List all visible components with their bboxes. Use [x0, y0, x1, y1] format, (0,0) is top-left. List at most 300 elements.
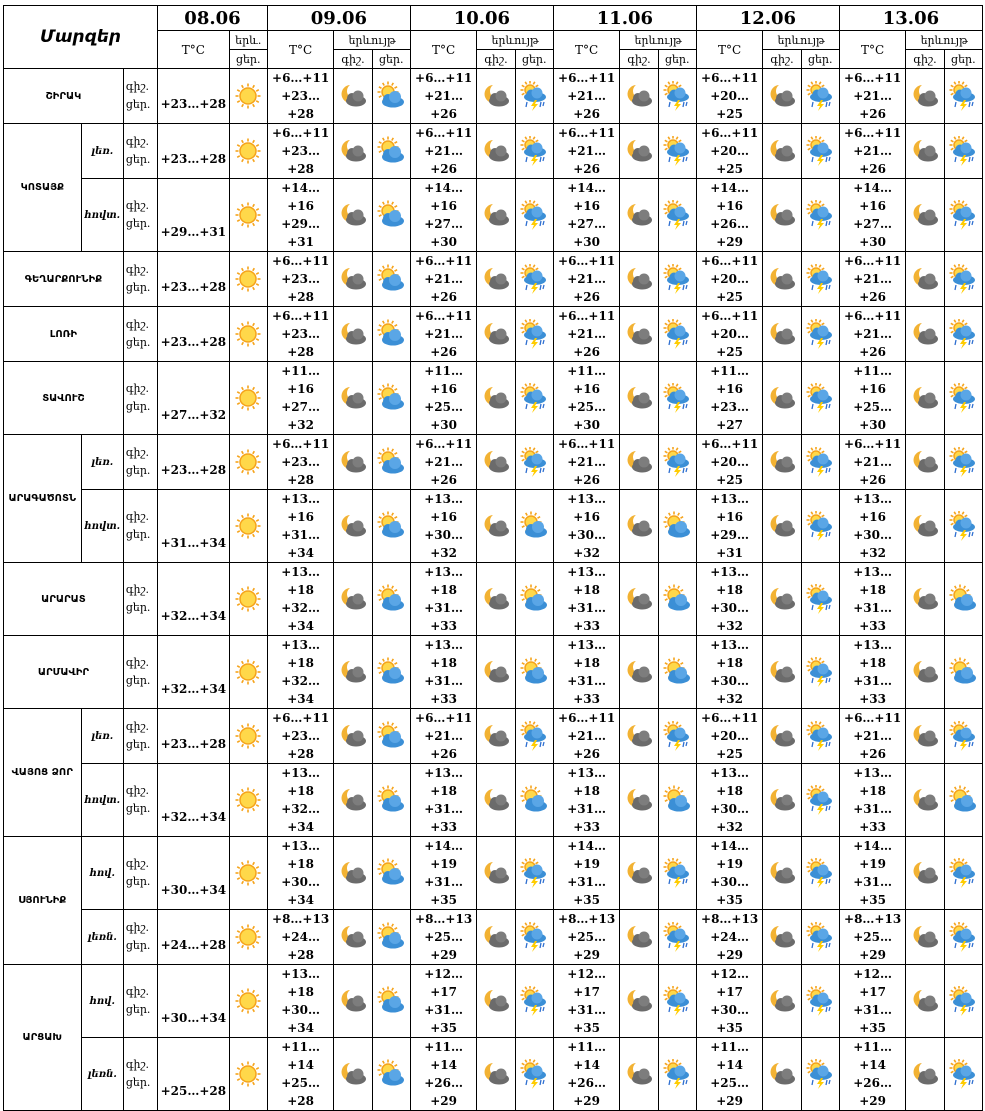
sun-cloud-icon: [519, 511, 549, 541]
sun-cloud-icon: [662, 511, 692, 541]
temp-night: +12…+17: [424, 967, 463, 999]
weather-icon-cell: [620, 563, 658, 636]
sun-icon: [233, 785, 263, 815]
temp-night: +8…+13: [415, 912, 473, 926]
weather-icon-cell: [372, 910, 410, 965]
temp-night: +12…+17: [567, 967, 606, 999]
moon-cloud-icon: [481, 447, 511, 477]
weather-icon-cell: [515, 910, 553, 965]
time-of-day: [123, 563, 157, 636]
weather-icon-cell: [334, 252, 372, 307]
moon-cloud-icon: [910, 1059, 940, 1089]
temp-night: +6…+11: [558, 437, 616, 451]
weather-icon-cell: [763, 764, 801, 837]
temp-day: +32…+34: [281, 674, 320, 706]
temp-cell: [267, 636, 333, 709]
weather-icon-cell: [801, 69, 839, 124]
weather-icon-cell: [944, 764, 982, 837]
temp-day: +31…+33: [853, 601, 892, 633]
table-cell: [334, 50, 372, 69]
storm-icon: [948, 264, 978, 294]
moon-cloud-icon: [767, 264, 797, 294]
night-header: գիշ.: [627, 52, 651, 66]
weather-icon-cell: [906, 837, 944, 910]
temp-night: +11…+16: [853, 364, 892, 396]
temp-cell: [553, 563, 619, 636]
temp-day: +21…+26: [853, 144, 892, 176]
temp-cell: [410, 764, 476, 837]
weather-icon-cell: [801, 563, 839, 636]
moon-cloud-icon: [481, 858, 511, 888]
sun-icon: [233, 721, 263, 751]
weather-icon-cell: [763, 910, 801, 965]
temp-night: +8…+13: [701, 912, 759, 926]
temp-night: +11…+16: [281, 364, 320, 396]
temp-cell: [839, 252, 905, 307]
time-of-day: [123, 636, 157, 709]
temp-day: +20…+25: [710, 455, 749, 487]
storm-icon: [805, 447, 835, 477]
moon-cloud-icon: [767, 447, 797, 477]
temp-cell: [410, 965, 476, 1038]
temp-night: +11…+14: [424, 1040, 463, 1072]
temp-day: +23…+28: [281, 455, 320, 487]
weather-icon-cell: [334, 490, 372, 563]
subregion: [81, 490, 123, 563]
sun-cloud-icon: [376, 136, 406, 166]
moon-cloud-icon: [481, 81, 511, 111]
table-cell: [410, 6, 553, 31]
weather-icon-cell: [801, 965, 839, 1038]
sun-icon: [233, 447, 263, 477]
temp-cell: [410, 435, 476, 490]
temp-cell: [553, 965, 619, 1038]
temp-day-cell: [158, 435, 230, 490]
storm-icon: [662, 319, 692, 349]
moon-cloud-icon: [481, 785, 511, 815]
storm-icon: [519, 1059, 549, 1089]
weather-icon-cell: [801, 435, 839, 490]
temp-night: +13…+16: [710, 492, 749, 524]
moon-cloud-icon: [910, 383, 940, 413]
temp-day: +30…+35: [710, 875, 749, 907]
weather-icon-cell: [334, 124, 372, 179]
temp-cell: [696, 252, 762, 307]
table-row: [4, 1038, 983, 1111]
storm-icon: [948, 1059, 978, 1089]
sun-cloud-icon: [376, 657, 406, 687]
temp-day: +24…+28: [281, 930, 320, 962]
phenomenon-header: երևույթ: [920, 33, 968, 47]
table-cell: [229, 50, 267, 69]
temp-day: +27…+32: [160, 408, 227, 422]
sun-icon: [233, 319, 263, 349]
temp-cell: [267, 1038, 333, 1111]
weather-icon-cell: [372, 837, 410, 910]
temp-day: +30…+32: [710, 674, 749, 706]
subregion: [81, 435, 123, 490]
temp-night: +11…+16: [567, 364, 606, 396]
moon-cloud-icon: [767, 858, 797, 888]
temp-day: +27…+30: [853, 217, 892, 249]
moon-cloud-icon: [767, 319, 797, 349]
temp-day-cell: [158, 362, 230, 435]
day-label: ցեր.: [125, 98, 151, 111]
weather-icon-cell: [801, 179, 839, 252]
temp-night: +6…+11: [272, 437, 330, 451]
temp-cell: [553, 307, 619, 362]
weather-icon-cell: [334, 362, 372, 435]
weather-icon-cell: [229, 764, 267, 837]
weather-icon-cell: [372, 307, 410, 362]
weather-icon-cell: [229, 307, 267, 362]
temp-night: +6…+11: [272, 711, 330, 725]
temp-cell: [267, 910, 333, 965]
table-cell: [553, 6, 696, 31]
weather-icon-cell: [372, 709, 410, 764]
moon-cloud-icon: [338, 922, 368, 952]
storm-icon: [662, 136, 692, 166]
sun-icon: [233, 1059, 263, 1089]
weather-icon-cell: [906, 69, 944, 124]
temp-night: +11…+14: [281, 1040, 320, 1072]
day-label: ցեր.: [125, 336, 151, 349]
temp-night: +12…+17: [853, 967, 892, 999]
temp-header: T°C: [181, 42, 205, 57]
weather-icon-cell: [801, 837, 839, 910]
temp-cell: [267, 563, 333, 636]
region-name-label: ԱՐԱՐԱՏ: [41, 593, 86, 605]
temp-night: +8…+13: [272, 912, 330, 926]
weather-icon-cell: [906, 1038, 944, 1111]
temp-day: +32…+34: [281, 601, 320, 633]
temp-day: +20…+25: [710, 327, 749, 359]
temp-night: +13…+18: [567, 565, 606, 597]
temp-cell: [696, 69, 762, 124]
temp-day: +31…+33: [567, 601, 606, 633]
table-row: [4, 179, 983, 252]
moon-cloud-icon: [767, 785, 797, 815]
temp-day: +20…+25: [710, 272, 749, 304]
moon-cloud-icon: [624, 1059, 654, 1089]
weather-icon-cell: [906, 179, 944, 252]
storm-icon: [948, 319, 978, 349]
temp-night: +6…+11: [415, 437, 473, 451]
temp-night: +6…+11: [415, 71, 473, 85]
time-of-day: [123, 362, 157, 435]
temp-cell: [839, 636, 905, 709]
weather-icon-cell: [763, 837, 801, 910]
temp-cell: [839, 764, 905, 837]
weather-icon-cell: [763, 69, 801, 124]
sun-cloud-icon: [662, 657, 692, 687]
subregion: [81, 124, 123, 179]
temp-cell: [696, 1038, 762, 1111]
sun-icon: [233, 922, 263, 952]
moon-cloud-icon: [910, 136, 940, 166]
temp-day: +21…+26: [853, 327, 892, 359]
temp-cell: [410, 910, 476, 965]
temp-day: +23…+28: [281, 272, 320, 304]
storm-icon: [805, 721, 835, 751]
temp-night: +11…+16: [424, 364, 463, 396]
night-header: գիշ.: [341, 52, 365, 66]
moon-cloud-icon: [767, 584, 797, 614]
moon-cloud-icon: [338, 136, 368, 166]
temp-cell: [839, 362, 905, 435]
region-name: [4, 636, 124, 709]
temp-day: +21…+26: [424, 729, 463, 761]
temp-day: +26…+29: [853, 1076, 892, 1108]
storm-icon: [948, 511, 978, 541]
table-row: [4, 124, 983, 179]
moon-cloud-icon: [338, 319, 368, 349]
temp-day: +21…+26: [567, 729, 606, 761]
table-cell: [477, 50, 515, 69]
weather-icon-cell: [229, 910, 267, 965]
region-name-label: ՎԱՅՈՑ ՁՈՐ: [11, 767, 73, 778]
weather-icon-cell: [334, 764, 372, 837]
region-name-label: ՏԱՎՈՒՇ: [42, 392, 85, 404]
temp-day: +25…+29: [710, 1076, 749, 1108]
weather-icon-cell: [515, 636, 553, 709]
storm-icon: [948, 858, 978, 888]
weather-icon-cell: [620, 910, 658, 965]
temp-day: +30…+32: [710, 601, 749, 633]
temp-cell: [553, 764, 619, 837]
temp-day: +23…+28: [160, 737, 227, 751]
storm-icon: [805, 511, 835, 541]
weather-icon-cell: [944, 124, 982, 179]
moon-cloud-icon: [624, 383, 654, 413]
temp-cell: [553, 124, 619, 179]
weather-icon-cell: [906, 563, 944, 636]
moon-cloud-icon: [910, 511, 940, 541]
temp-day: +30…+32: [853, 528, 892, 560]
temp-day: +25…+28: [160, 1084, 227, 1098]
moon-cloud-icon: [910, 721, 940, 751]
day-label: ցեր.: [125, 281, 151, 294]
temp-day: +25…+28: [281, 1076, 320, 1108]
weather-icon-cell: [906, 709, 944, 764]
temp-cell: [410, 124, 476, 179]
temp-header: T°C: [432, 42, 456, 57]
storm-icon: [519, 264, 549, 294]
temp-cell: [410, 837, 476, 910]
storm-icon: [948, 383, 978, 413]
moon-cloud-icon: [481, 511, 511, 541]
temp-cell: [696, 965, 762, 1038]
temp-day: +30…+32: [567, 528, 606, 560]
weather-icon-cell: [515, 124, 553, 179]
weather-icon-cell: [515, 709, 553, 764]
temp-day: +23…+28: [160, 97, 227, 111]
storm-icon: [948, 986, 978, 1016]
moon-cloud-icon: [767, 136, 797, 166]
weather-icon-cell: [477, 435, 515, 490]
temp-day: +25…+30: [424, 400, 463, 432]
night-label: գիշ.: [125, 857, 150, 870]
moon-cloud-icon: [481, 584, 511, 614]
night-label: գիշ.: [125, 80, 150, 93]
weather-icon-cell: [334, 563, 372, 636]
temp-day: +25…+29: [424, 930, 463, 962]
moon-cloud-icon: [767, 1059, 797, 1089]
temp-cell: [410, 252, 476, 307]
night-label: գիշ.: [125, 656, 150, 669]
weather-icon-cell: [763, 124, 801, 179]
night-label: գիշ.: [125, 985, 150, 998]
day-label: ցեր.: [125, 939, 151, 952]
sun-cloud-icon: [376, 584, 406, 614]
weather-icon-cell: [906, 307, 944, 362]
table-cell: [267, 31, 333, 69]
table-cell: [620, 50, 658, 69]
weather-icon-cell: [620, 965, 658, 1038]
subregion-label: հովտ.: [84, 520, 121, 532]
temp-cell: [696, 362, 762, 435]
storm-icon: [948, 200, 978, 230]
temp-day: +21…+26: [567, 327, 606, 359]
day-label: ցեր.: [125, 1076, 151, 1089]
moon-cloud-icon: [910, 447, 940, 477]
storm-icon: [519, 922, 549, 952]
time-of-day: [123, 179, 157, 252]
temp-day: +26…+29: [710, 217, 749, 249]
temp-cell: [553, 910, 619, 965]
temp-cell: [267, 124, 333, 179]
phenomenon-header: երևույթ: [777, 33, 825, 47]
weather-icon-cell: [229, 362, 267, 435]
temp-night: +11…+14: [710, 1040, 749, 1072]
moon-cloud-icon: [338, 721, 368, 751]
moon-cloud-icon: [624, 721, 654, 751]
table-cell: [158, 6, 268, 31]
storm-icon: [519, 136, 549, 166]
sun-icon: [233, 986, 263, 1016]
sun-cloud-icon: [948, 584, 978, 614]
temp-day: +30…+32: [424, 528, 463, 560]
night-label: գիշ.: [125, 720, 150, 733]
storm-icon: [662, 447, 692, 477]
weather-icon-cell: [334, 435, 372, 490]
table-cell: [696, 6, 839, 31]
weather-icon-cell: [372, 764, 410, 837]
weather-icon-cell: [477, 69, 515, 124]
weather-icon-cell: [658, 179, 696, 252]
temp-night: +6…+11: [415, 254, 473, 268]
temp-night: +14…+16: [853, 181, 892, 213]
temp-cell: [839, 307, 905, 362]
temp-night: +12…+17: [710, 967, 749, 999]
time-of-day: [123, 252, 157, 307]
table-row: [4, 69, 983, 124]
weather-icon-cell: [372, 490, 410, 563]
storm-icon: [805, 200, 835, 230]
weather-icon-cell: [334, 636, 372, 709]
time-of-day: [123, 124, 157, 179]
temp-day: +25…+29: [853, 930, 892, 962]
region-name-label: ԱՐԱԳԱԾՈՏՆ: [8, 493, 77, 504]
storm-icon: [519, 447, 549, 477]
table-row: [4, 837, 983, 910]
temp-cell: [267, 307, 333, 362]
weather-icon-cell: [658, 709, 696, 764]
weather-icon-cell: [763, 709, 801, 764]
temp-night: +13…+18: [567, 766, 606, 798]
weather-icon-cell: [477, 124, 515, 179]
temp-cell: [839, 490, 905, 563]
weather-icon-cell: [515, 179, 553, 252]
temp-night: +14…+19: [853, 839, 892, 871]
day-label: ցեր.: [125, 875, 151, 888]
table-cell: [334, 31, 411, 50]
weather-icon-cell: [763, 490, 801, 563]
temp-cell: [839, 1038, 905, 1111]
moon-cloud-icon: [767, 81, 797, 111]
weather-icon-cell: [801, 1038, 839, 1111]
sun-cloud-icon: [376, 264, 406, 294]
table-row: [4, 764, 983, 837]
temp-cell: [410, 490, 476, 563]
moon-cloud-icon: [624, 785, 654, 815]
moon-cloud-icon: [338, 657, 368, 687]
temp-day: +21…+26: [424, 89, 463, 121]
storm-icon: [805, 319, 835, 349]
region-name-label: ՍՅՈՒՆԻՔ: [18, 895, 67, 906]
night-label: գիշ.: [125, 382, 150, 395]
region-name: [4, 709, 82, 837]
temp-header: T°C: [289, 42, 313, 57]
temp-night: +13…+18: [710, 638, 749, 670]
time-of-day: [123, 764, 157, 837]
temp-cell: [410, 69, 476, 124]
weather-icon-cell: [801, 307, 839, 362]
temp-day: +23…+28: [160, 335, 227, 349]
region-name: [4, 965, 82, 1111]
weather-icon-cell: [944, 307, 982, 362]
temp-cell: [839, 563, 905, 636]
moon-cloud-icon: [767, 511, 797, 541]
moon-cloud-icon: [624, 447, 654, 477]
table-row: [4, 636, 983, 709]
subregion-label: հովտ.: [84, 209, 121, 221]
temp-day: +30…+32: [710, 802, 749, 834]
weather-icon-cell: [658, 307, 696, 362]
weather-icon-cell: [229, 252, 267, 307]
time-of-day: [123, 69, 157, 124]
temp-cell: [553, 490, 619, 563]
weather-icon-cell: [906, 362, 944, 435]
table-cell: [839, 31, 905, 69]
temp-night: +6…+11: [558, 254, 616, 268]
table-cell: [477, 31, 554, 50]
weather-icon-cell: [372, 563, 410, 636]
temp-night: +14…+16: [424, 181, 463, 213]
day-label: ցեր.: [125, 528, 151, 541]
weather-icon-cell: [334, 837, 372, 910]
weather-icon-cell: [477, 490, 515, 563]
weather-icon-cell: [658, 636, 696, 709]
weather-icon-cell: [763, 965, 801, 1038]
weather-icon-cell: [229, 435, 267, 490]
storm-icon: [948, 136, 978, 166]
temp-day: +26…+29: [424, 1076, 463, 1108]
region-name: [4, 124, 82, 252]
temp-cell: [839, 837, 905, 910]
temp-cell: [839, 435, 905, 490]
sun-cloud-icon: [662, 785, 692, 815]
